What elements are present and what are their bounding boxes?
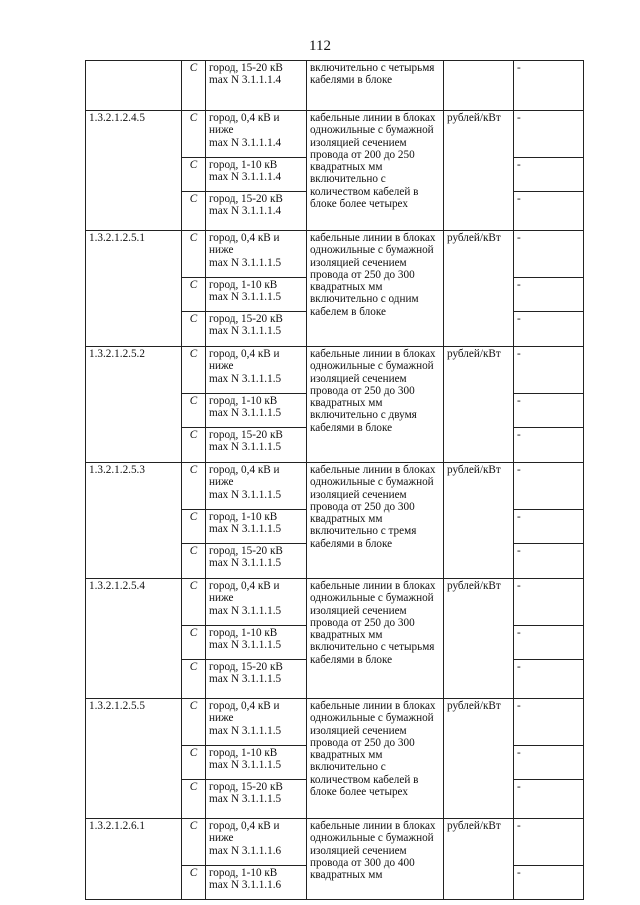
voltage-cell: [206, 61, 307, 111]
item-code: 1.3.2.1.2.5.5: [86, 699, 182, 819]
capacity-reference: max N 3.1.1.1.5: [209, 724, 282, 737]
voltage-cell: [206, 111, 307, 158]
tariff-table: [85, 60, 584, 900]
tariff-value: -: [514, 347, 584, 394]
voltage-class: город, 0,4 кВ и ниже: [209, 820, 280, 845]
voltage-class: город, 0,4 кВ и ниже: [209, 464, 280, 489]
voltage-cell: [206, 866, 307, 900]
voltage-cell: [206, 463, 307, 510]
category-letter: C: [182, 192, 206, 231]
voltage-class: город, 1-10 кВ: [209, 511, 278, 523]
voltage-class: город, 15-20 кВ: [209, 545, 283, 557]
capacity-reference: max N 3.1.1.1.6: [209, 879, 282, 892]
tariff-value: -: [514, 111, 584, 158]
item-code: 1.3.2.1.2.5.3: [86, 463, 182, 579]
category-letter: C: [182, 579, 206, 626]
voltage-class: город, 0,4 кВ и ниже: [209, 112, 280, 137]
unit-of-measure: рублей/кВт: [444, 819, 514, 900]
voltage-class: город, 1-10 кВ: [209, 279, 278, 291]
item-code: 1.3.2.1.2.5.2: [86, 347, 182, 463]
voltage-class: город, 0,4 кВ и ниже: [209, 232, 280, 257]
tariff-value: -: [514, 626, 584, 660]
tariff-value: -: [514, 231, 584, 278]
voltage-class: город, 1-10 кВ: [209, 867, 278, 879]
voltage-class: город, 1-10 кВ: [209, 747, 278, 759]
capacity-reference: max N 3.1.1.1.5: [209, 488, 282, 501]
category-letter: C: [182, 746, 206, 780]
capacity-reference: max N 3.1.1.1.5: [209, 325, 282, 338]
category-letter: C: [182, 699, 206, 746]
voltage-class: город, 0,4 кВ и ниже: [209, 348, 280, 373]
voltage-cell: [206, 312, 307, 347]
category-letter: C: [182, 780, 206, 819]
unit-of-measure: рублей/кВт: [444, 463, 514, 579]
unit-of-measure: рублей/кВт: [444, 231, 514, 347]
category-letter: C: [182, 626, 206, 660]
line-description: кабельные линии в блоках одножильные с бумажной изоляцией сечением провода от 250 до 300 квадратных мм включительно с тремя кабелями в блоке: [307, 463, 444, 579]
tariff-value: -: [514, 278, 584, 312]
category-letter: C: [182, 158, 206, 192]
tariff-value: -: [514, 780, 584, 819]
capacity-reference: max N 3.1.1.1.4: [209, 74, 282, 87]
tariff-value: -: [514, 192, 584, 231]
category-letter: C: [182, 278, 206, 312]
tariff-value: -: [514, 510, 584, 544]
capacity-reference: max N 3.1.1.1.4: [209, 136, 282, 149]
category-letter: C: [182, 819, 206, 866]
voltage-cell: [206, 626, 307, 660]
tariff-value: -: [514, 579, 584, 626]
page-number: 112: [309, 38, 331, 54]
voltage-class: город, 1-10 кВ: [209, 395, 278, 407]
voltage-cell: [206, 192, 307, 231]
tariff-value: -: [514, 312, 584, 347]
capacity-reference: max N 3.1.1.1.5: [209, 604, 282, 617]
voltage-class: город, 1-10 кВ: [209, 627, 278, 639]
unit-of-measure: рублей/кВт: [444, 111, 514, 231]
unit-of-measure: [444, 61, 514, 111]
category-letter: C: [182, 312, 206, 347]
tariff-value: -: [514, 819, 584, 866]
tariff-value: -: [514, 61, 584, 111]
capacity-reference: max N 3.1.1.1.5: [209, 441, 282, 454]
voltage-cell: [206, 819, 307, 866]
voltage-cell: [206, 780, 307, 819]
category-letter: C: [182, 866, 206, 900]
capacity-reference: max N 3.1.1.1.5: [209, 759, 282, 772]
unit-of-measure: рублей/кВт: [444, 579, 514, 699]
voltage-cell: [206, 660, 307, 699]
voltage-cell: [206, 579, 307, 626]
capacity-reference: max N 3.1.1.1.4: [209, 171, 282, 184]
category-letter: C: [182, 61, 206, 111]
tariff-value: -: [514, 463, 584, 510]
capacity-reference: max N 3.1.1.1.5: [209, 793, 282, 806]
item-code: 1.3.2.1.2.6.1: [86, 819, 182, 900]
capacity-reference: max N 3.1.1.1.5: [209, 523, 282, 536]
item-code: 1.3.2.1.2.5.4: [86, 579, 182, 699]
category-letter: C: [182, 510, 206, 544]
tariff-value: -: [514, 394, 584, 428]
voltage-cell: [206, 544, 307, 579]
tariff-table-body: [86, 61, 584, 900]
category-letter: C: [182, 463, 206, 510]
line-description: кабельные линии в блоках одножильные с бумажной изоляцией сечением провода от 200 до 250 квадратных мм включительно с количеством кабелей в блоке более четырех: [307, 111, 444, 231]
table-row: [86, 579, 584, 626]
table-row: [86, 61, 584, 111]
voltage-class: город, 15-20 кВ: [209, 661, 283, 673]
item-code: 1.3.2.1.2.4.5: [86, 111, 182, 231]
capacity-reference: max N 3.1.1.1.5: [209, 372, 282, 385]
category-letter: C: [182, 111, 206, 158]
capacity-reference: max N 3.1.1.1.5: [209, 407, 282, 420]
table-row: [86, 347, 584, 394]
capacity-reference: max N 3.1.1.1.5: [209, 557, 282, 570]
tariff-value: -: [514, 866, 584, 900]
table-row: [86, 463, 584, 510]
voltage-cell: [206, 347, 307, 394]
category-letter: C: [182, 660, 206, 699]
line-description: кабельные линии в блоках одножильные с бумажной изоляцией сечением провода от 250 до 300 квадратных мм включительно с количеством кабелей в блоке более четырех: [307, 699, 444, 819]
voltage-class: город, 15-20 кВ: [209, 193, 283, 205]
capacity-reference: max N 3.1.1.1.5: [209, 256, 282, 269]
voltage-class: город, 1-10 кВ: [209, 159, 278, 171]
voltage-class: город, 15-20 кВ: [209, 429, 283, 441]
category-letter: C: [182, 231, 206, 278]
voltage-cell: [206, 428, 307, 463]
tariff-value: -: [514, 660, 584, 699]
capacity-reference: max N 3.1.1.1.5: [209, 639, 282, 652]
line-description: включительно с четырьмя кабелями в блоке: [307, 61, 444, 111]
voltage-class: город, 0,4 кВ и ниже: [209, 580, 280, 605]
line-description: кабельные линии в блоках одножильные с бумажной изоляцией сечением провода от 250 до 300 квадратных мм включительно с четырьмя кабелями в блоке: [307, 579, 444, 699]
category-letter: C: [182, 544, 206, 579]
line-description: кабельные линии в блоках одножильные с бумажной изоляцией сечением провода от 250 до 300 квадратных мм включительно с одним кабелем в блоке: [307, 231, 444, 347]
voltage-cell: [206, 394, 307, 428]
voltage-class: город, 15-20 кВ: [209, 62, 283, 74]
category-letter: C: [182, 394, 206, 428]
tariff-value: -: [514, 158, 584, 192]
tariff-value: -: [514, 544, 584, 579]
voltage-cell: [206, 278, 307, 312]
capacity-reference: max N 3.1.1.1.5: [209, 291, 282, 304]
voltage-cell: [206, 158, 307, 192]
capacity-reference: max N 3.1.1.1.6: [209, 844, 282, 857]
voltage-class: город, 0,4 кВ и ниже: [209, 700, 280, 725]
unit-of-measure: рублей/кВт: [444, 699, 514, 819]
item-code: 1.3.2.1.2.5.1: [86, 231, 182, 347]
table-row: [86, 819, 584, 866]
voltage-cell: [206, 510, 307, 544]
category-letter: C: [182, 347, 206, 394]
capacity-reference: max N 3.1.1.1.5: [209, 673, 282, 686]
line-description: кабельные линии в блоках одножильные с бумажной изоляцией сечением провода от 250 до 300 квадратных мм включительно с двумя кабелями в блоке: [307, 347, 444, 463]
unit-of-measure: рублей/кВт: [444, 347, 514, 463]
voltage-class: город, 15-20 кВ: [209, 781, 283, 793]
table-row: [86, 231, 584, 278]
category-letter: C: [182, 428, 206, 463]
voltage-cell: [206, 231, 307, 278]
tariff-value: -: [514, 746, 584, 780]
capacity-reference: max N 3.1.1.1.4: [209, 205, 282, 218]
voltage-cell: [206, 746, 307, 780]
tariff-value: -: [514, 699, 584, 746]
table-row: [86, 111, 584, 158]
voltage-cell: [206, 699, 307, 746]
tariff-value: -: [514, 428, 584, 463]
voltage-class: город, 15-20 кВ: [209, 313, 283, 325]
item-code: [86, 61, 182, 111]
line-description: кабельные линии в блоках одножильные с бумажной изоляцией сечением провода от 300 до 400 квадратных мм: [307, 819, 444, 900]
table-row: [86, 699, 584, 746]
